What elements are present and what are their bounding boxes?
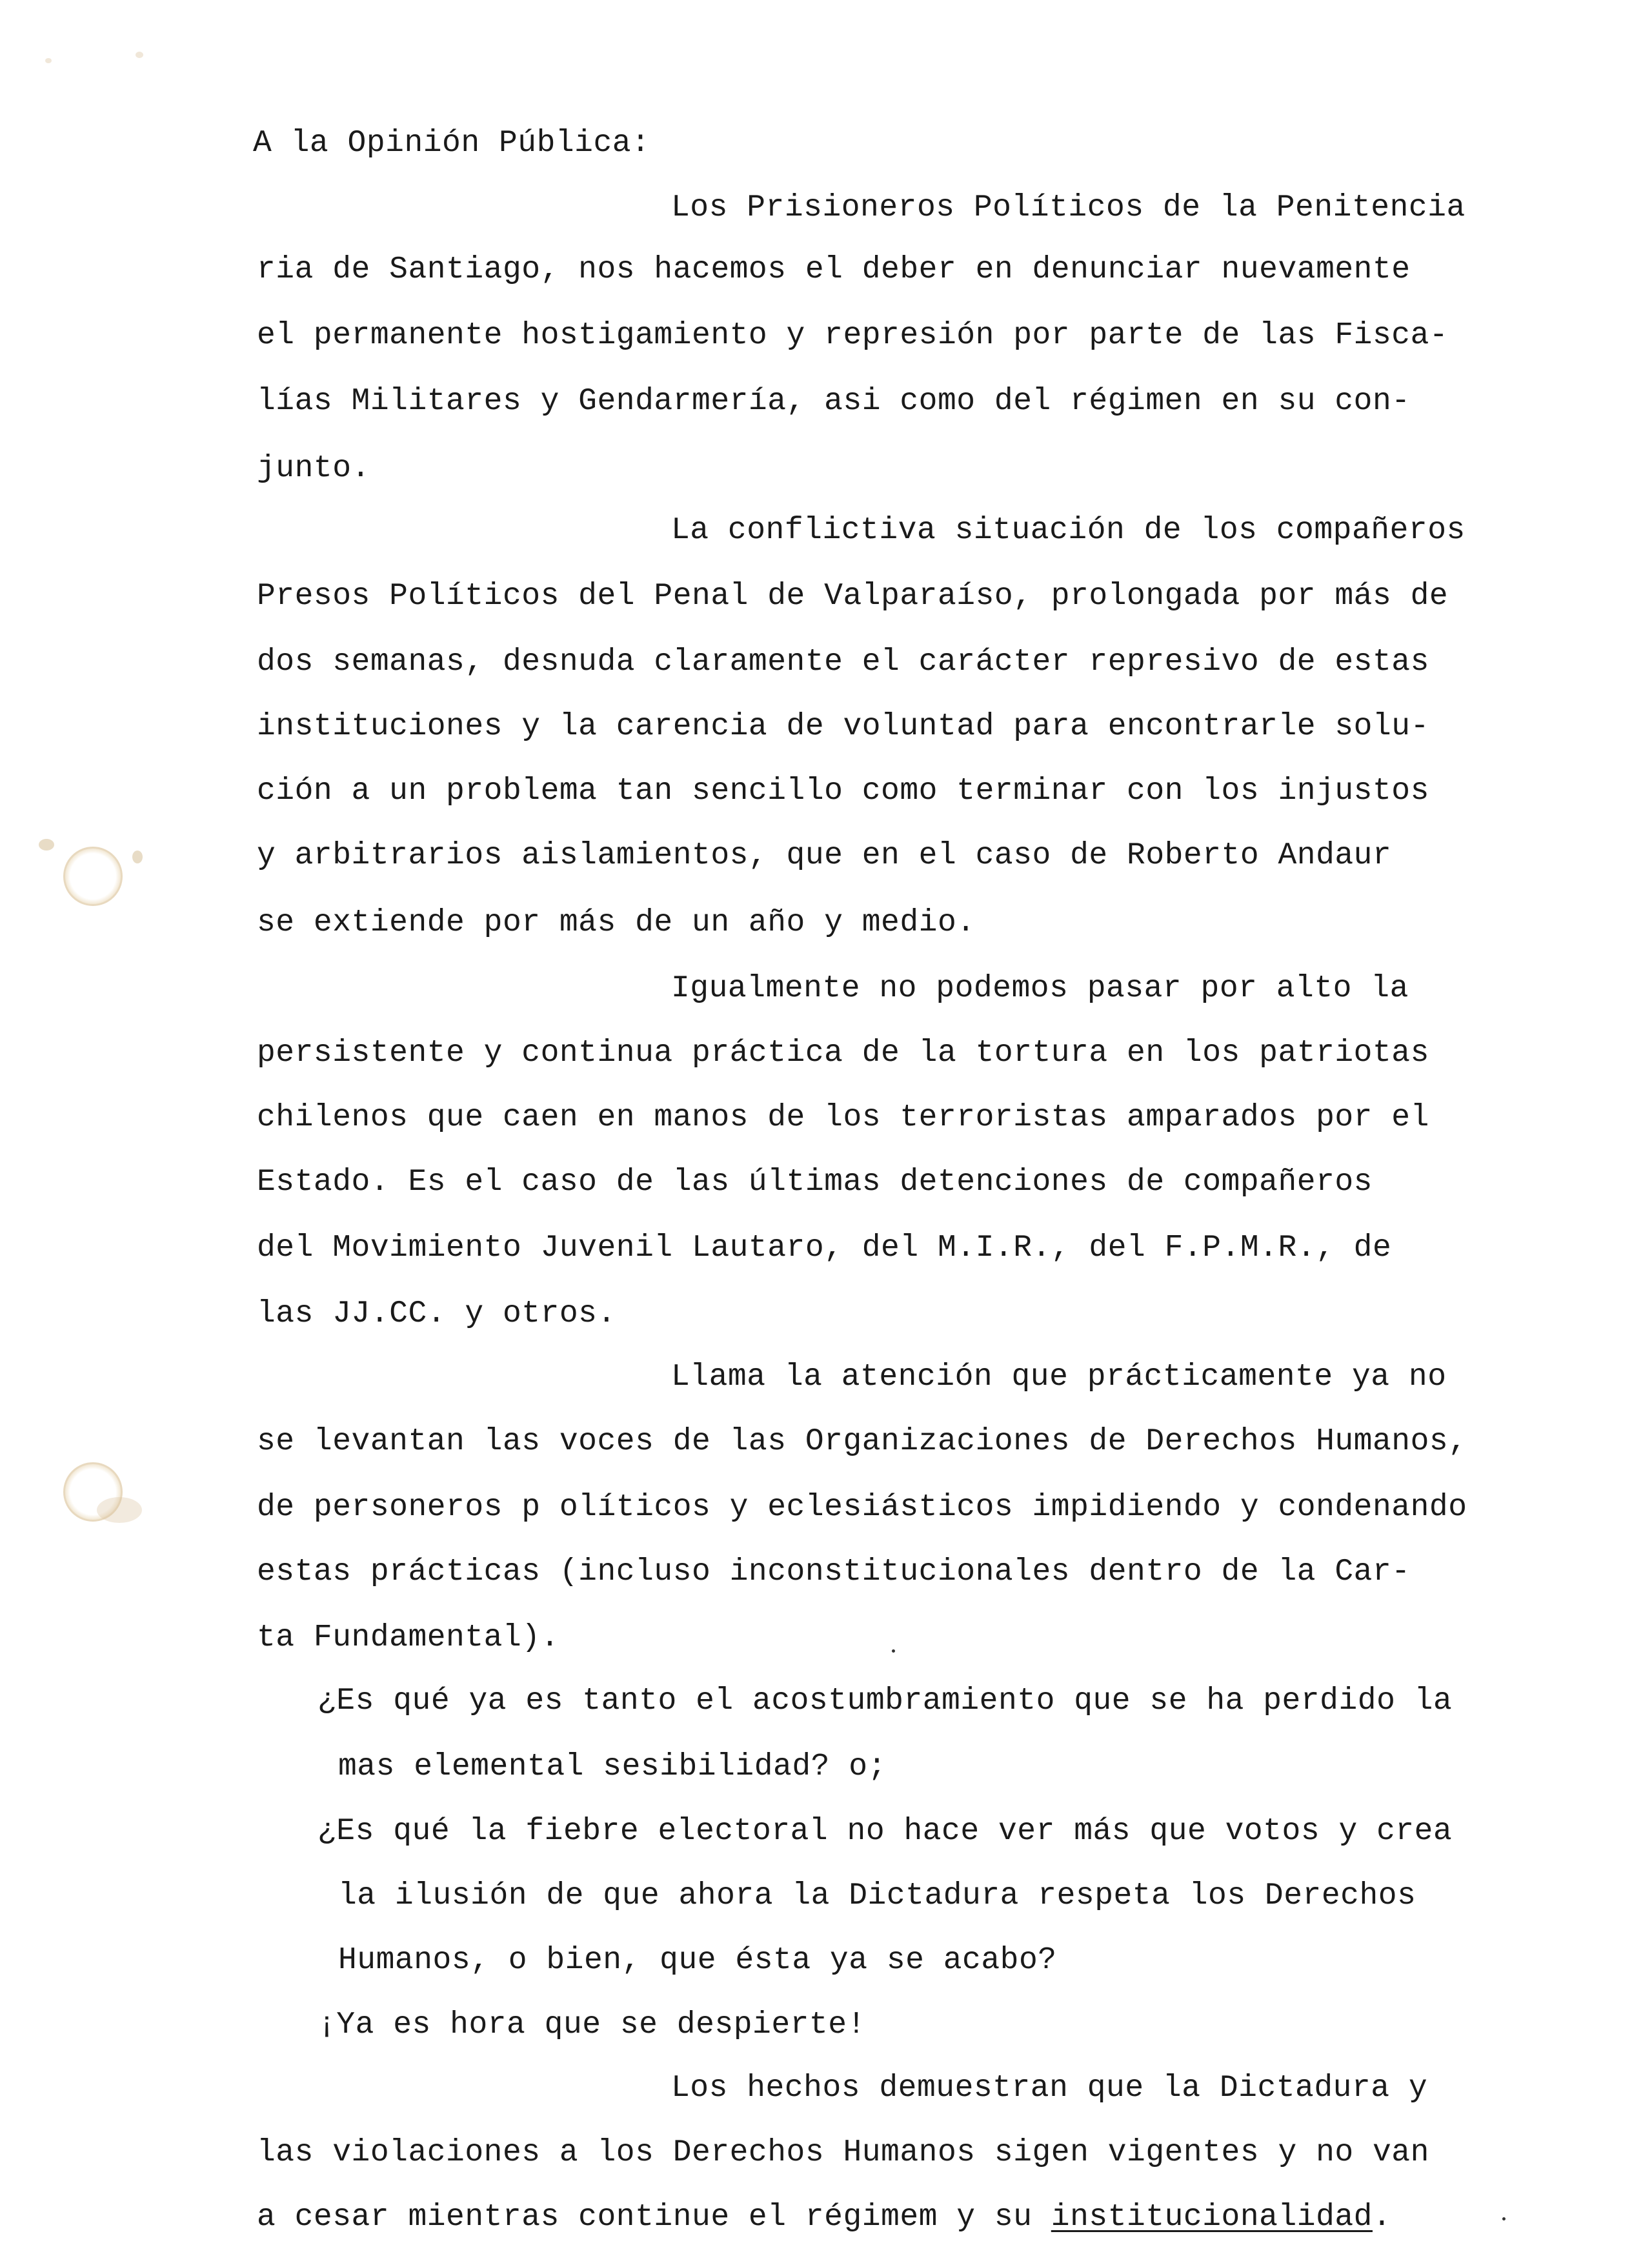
text-line: Los Prisioneros Políticos de la Penitencia (671, 190, 1466, 225)
question-line: la ilusión de que ahora la Dictadura respeta los Derechos (338, 1878, 1416, 1913)
text-line: ción a un problema tan sencillo como terminar con los injustos (257, 774, 1429, 809)
text-line: instituciones y la carencia de voluntad para encontrarle solu- (257, 709, 1429, 744)
exclamation-line: ¡Ya es hora que se despierte! (317, 2008, 866, 2042)
text-line: se levantan las voces de las Organizaciones de Derechos Humanos, (257, 1424, 1467, 1459)
text-line: ria de Santiago, nos hacemos el deber en denunciar nuevamente (257, 252, 1411, 287)
text-line: y arbitrarios aislamientos, que en el caso de Roberto Andaur (257, 838, 1392, 873)
text-line: dos semanas, desnuda claramente el carácter represivo de estas (257, 645, 1429, 680)
underlined-word: institucionalidad (1051, 2200, 1373, 2235)
text-line: La conflictiva situación de los compañeros (671, 513, 1466, 548)
salutation: A la Opinión Pública: (253, 126, 650, 161)
final-line-text: a cesar mientras continue el régimem y su (257, 2200, 1051, 2235)
text-line: estas prácticas (incluso inconstitucionales dentro de la Car- (257, 1555, 1411, 1589)
text-line: se extiende por más de un año y medio. (257, 905, 976, 940)
text-line: persistente y continua práctica de la tortura en los patriotas (257, 1036, 1429, 1071)
text-line: las violaciones a los Derechos Humanos sigen vigentes y no van (257, 2135, 1429, 2170)
text-line: chilenos que caen en manos de los terroristas amparados por el (257, 1100, 1429, 1135)
text-line: el permanente hostigamiento y represión por parte de las Fisca- (257, 318, 1449, 353)
paper-smudge (136, 52, 143, 58)
final-period: . (1372, 2200, 1392, 2235)
question-line: mas elemental sesibilidad? o; (338, 1749, 887, 1784)
paper-smudge (97, 1497, 142, 1523)
paper-smudge (45, 58, 52, 63)
paper-smudge (132, 851, 143, 863)
stray-mark (892, 1649, 895, 1653)
text-line: lías Militares y Gendarmería, asi como del régimen en su con- (257, 384, 1411, 419)
paper-smudge (39, 839, 54, 851)
text-line: del Movimiento Juvenil Lautaro, del M.I.R., del F.P.M.R., de (257, 1231, 1392, 1265)
question-line: ¿Es qué la fiebre electoral no hace ver más que votos y crea (317, 1814, 1453, 1849)
text-line: Estado. Es el caso de las últimas detenciones de compañeros (257, 1165, 1373, 1200)
text-line: ta Fundamental). (257, 1620, 559, 1655)
final-line (257, 2198, 1391, 2237)
question-line: ¿Es qué ya es tanto el acostumbramiento que se ha perdido la (317, 1684, 1453, 1718)
text-line: de personeros p olíticos y eclesiásticos impidiendo y condenando (257, 1490, 1467, 1525)
text-line: Los hechos demuestran que la Dictadura y (671, 2071, 1428, 2106)
text-line: junto. (257, 451, 370, 486)
text-line: Presos Políticos del Penal de Valparaíso, prolongada por más de (257, 579, 1449, 614)
text-line: Llama la atención que prácticamente ya no (671, 1360, 1447, 1394)
text-line: las JJ.CC. y otros. (257, 1296, 616, 1331)
punch-hole-top (63, 847, 123, 906)
text-line: Igualmente no podemos pasar por alto la (671, 971, 1409, 1006)
stray-mark (1502, 2217, 1506, 2220)
question-line: Humanos, o bien, que ésta ya se acabo? (338, 1943, 1057, 1978)
